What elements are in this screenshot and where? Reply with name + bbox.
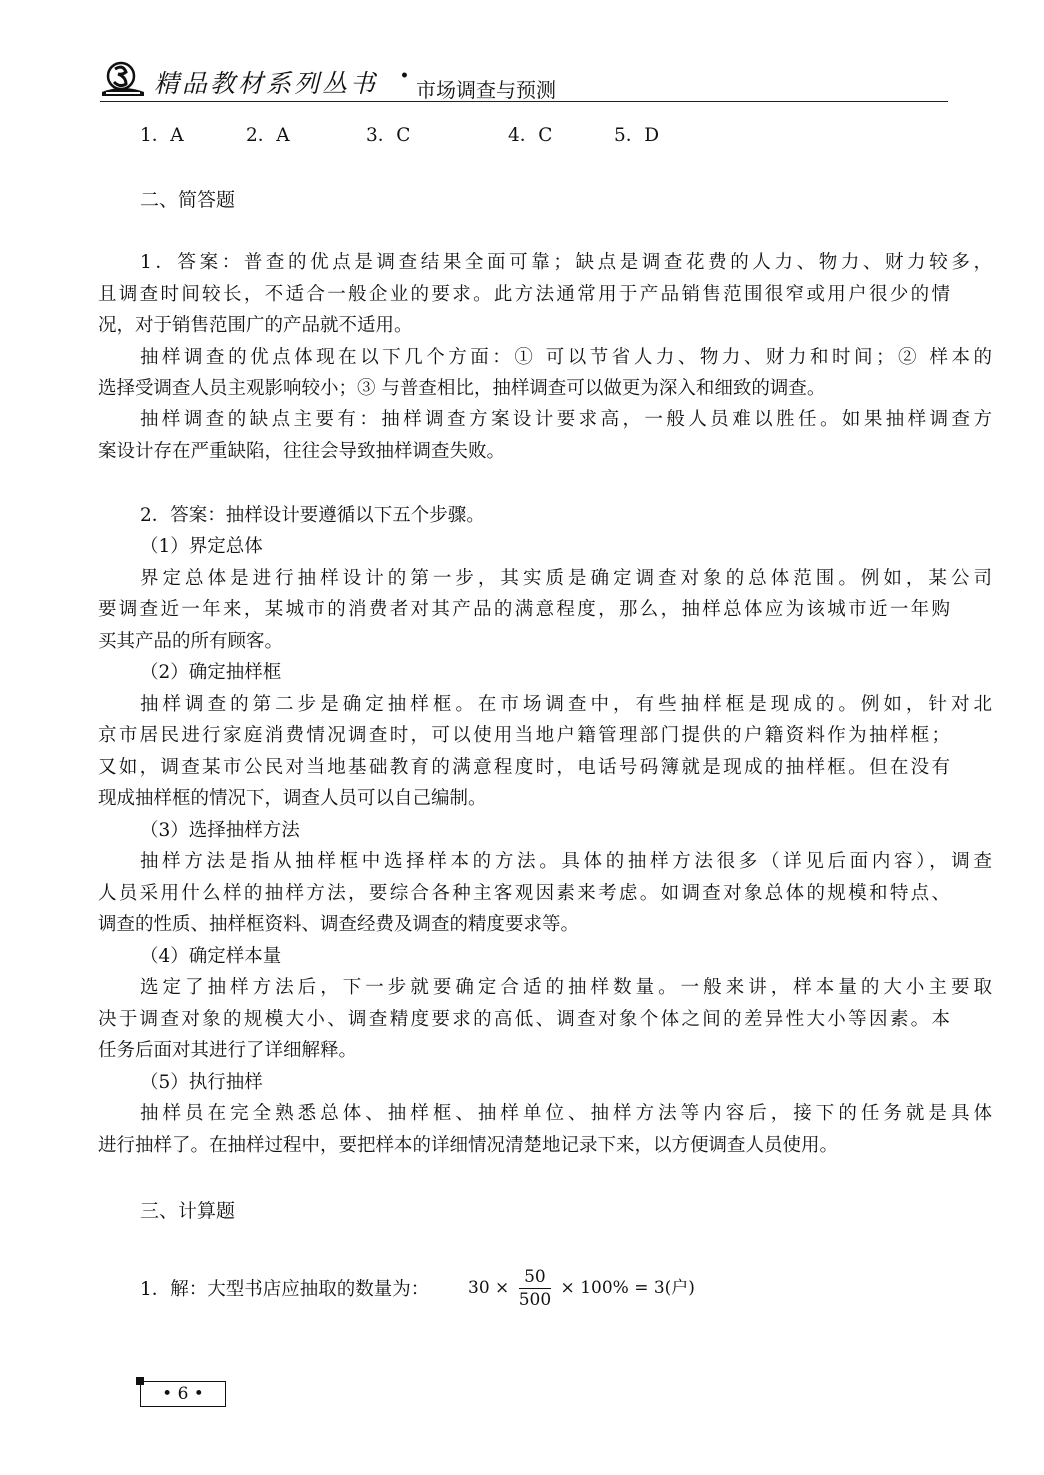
answer-item: 2．A [246, 125, 290, 146]
paragraph-line: 抽样员在完全熟悉总体、抽样框、抽样单位、抽样方法等内容后，接下的任务就是具体 [140, 1103, 992, 1124]
answer-item: 4．C [508, 125, 553, 146]
paragraph-line: 选定了抽样方法后，下一步就要确定合适的抽样数量。一般来讲，样本量的大小主要取 [140, 977, 992, 998]
formula-lead: 30 × [468, 1278, 510, 1298]
publisher-logo-icon [100, 60, 146, 98]
calculation-intro: 1．解：大型书店应抽取的数量为： [140, 1279, 430, 1300]
page-number: • 6 • [140, 1381, 226, 1407]
paragraph-line: 任务后面对其进行了详细解释。 [98, 1040, 358, 1061]
paragraph-line: 京市居民进行家庭消费情况调查时，可以使用当地户籍管理部门提供的户籍资料作为抽样框； [98, 725, 950, 746]
answer-item: 5．D [614, 125, 660, 146]
subheading: （1）界定总体 [140, 536, 263, 557]
paragraph-line: 1．答案：普查的优点是调查结果全面可靠；缺点是调查花费的人力、物力、财力较多， [140, 252, 992, 273]
section-heading-short-answer: 二、简答题 [140, 189, 236, 211]
answer-item: 3．C [366, 125, 411, 146]
formula-tail: × 100% = 3(户) [560, 1278, 695, 1298]
paragraph-line: 进行抽样了。在抽样过程中，要把样本的详细情况清楚地记录下来，以方便调查人员使用。 [98, 1135, 839, 1156]
paragraph-line: 要调查近一年来，某城市的消费者对其产品的满意程度，那么，抽样总体应为该城市近一年购 [98, 599, 950, 620]
running-header [100, 58, 948, 100]
paragraph-line: 2．答案：抽样设计要遵循以下五个步骤。 [140, 505, 485, 526]
header-separator: • [400, 68, 409, 84]
paragraph-line: 买其产品的所有顾客。 [98, 631, 284, 652]
paragraph-line: 且调查时间较长，不适合一般企业的要求。此方法通常用于产品销售范围很窄或用户很少的情 [98, 284, 950, 305]
paragraph-line: 人员采用什么样的抽样方法，要综合各种主客观因素来考虑。如调查对象总体的规模和特点、 [98, 883, 950, 904]
paragraph-line: 案设计存在严重缺陷，往往会导致抽样调查失败。 [98, 441, 506, 462]
paragraph-line: 调查的性质、抽样框资料、调查经费及调查的精度要求等。 [98, 914, 580, 935]
subheading: （4）确定样本量 [140, 946, 282, 967]
paragraph-line: 抽样方法是指从抽样框中选择样本的方法。具体的抽样方法很多（详见后面内容），调查 [140, 851, 992, 872]
fraction-numerator: 50 [519, 1266, 551, 1289]
paragraph-line: 况，对于销售范围广的产品就不适用。 [98, 315, 413, 336]
book-title: 市场调查与预测 [416, 78, 556, 102]
fraction [519, 1266, 551, 1311]
paragraph-line: 抽样调查的优点体现在以下几个方面：① 可以节省人力、物力、财力和时间；② 样本的 [140, 347, 992, 368]
paragraph-line: 界定总体是进行抽样设计的第一步，其实质是确定调查对象的总体范围。例如，某公司 [140, 568, 992, 589]
section-heading-calculation: 三、计算题 [140, 1200, 236, 1222]
paragraph-line: 抽样调查的缺点主要有：抽样调查方案设计要求高，一般人员难以胜任。如果抽样调查方 [140, 409, 992, 430]
answer-item: 1．A [140, 125, 184, 146]
fraction-denominator: 500 [518, 1290, 552, 1310]
paragraph-line: 决于调查对象的规模大小、调查精度要求的高低、调查对象个体之间的差异性大小等因素。本 [98, 1009, 950, 1030]
series-title: 精品教材系列丛书 [154, 69, 379, 98]
paragraph-line: 现成抽样框的情况下，调查人员可以自己编制。 [98, 788, 487, 809]
subheading: （3）选择抽样方法 [140, 820, 300, 841]
paragraph-line: 选择受调查人员主观影响较小；③ 与普查相比，抽样调查可以做更为深入和细致的调查。 [98, 378, 826, 399]
subheading: （2）确定抽样框 [140, 662, 282, 683]
subheading: （5）执行抽样 [140, 1072, 263, 1093]
paragraph-line: 又如，调查某市公民对当地基础教育的满意程度时，电话号码簿就是现成的抽样框。但在没有 [98, 757, 950, 778]
header-rule [100, 101, 948, 102]
formula [468, 1266, 695, 1316]
paragraph-line: 抽样调查的第二步是确定抽样框。在市场调查中，有些抽样框是现成的。例如，针对北 [140, 694, 992, 715]
